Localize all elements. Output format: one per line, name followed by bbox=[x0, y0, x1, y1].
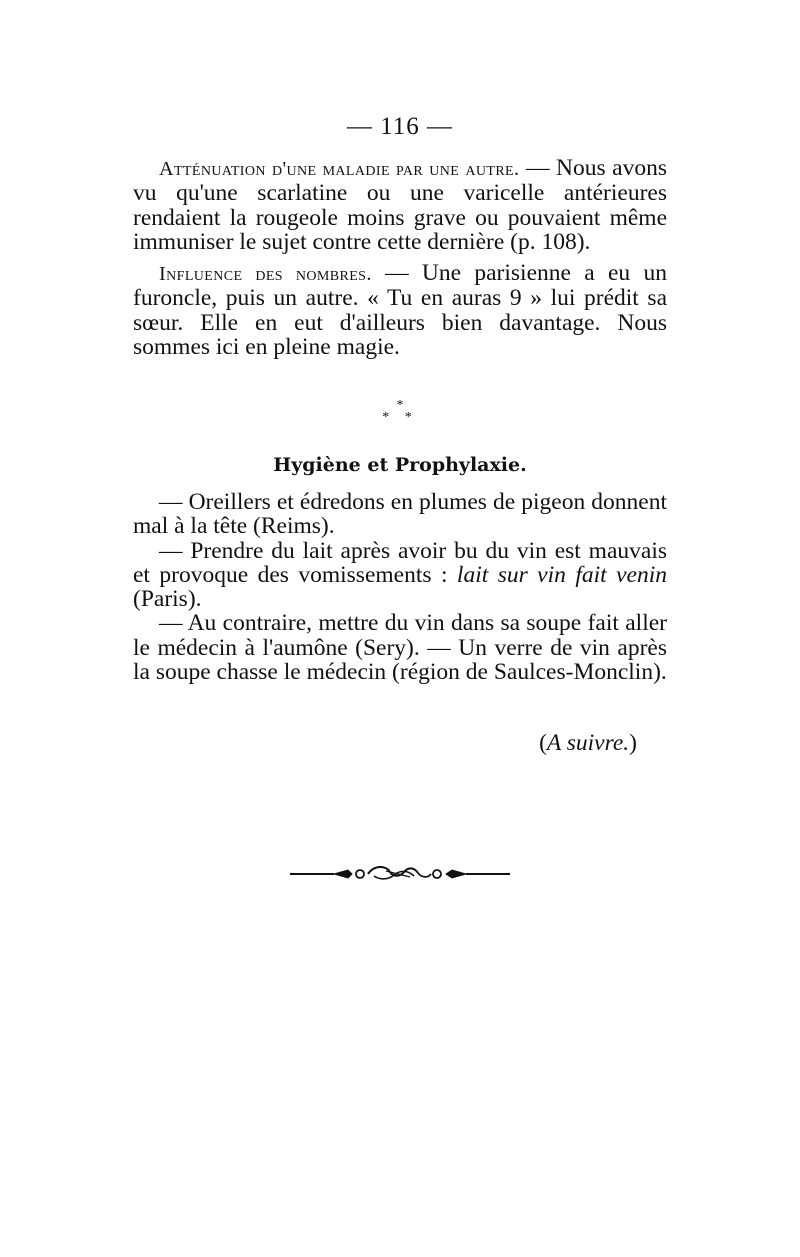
attenuation-dash: — bbox=[519, 155, 557, 181]
nombres-body: Une parisienne a eu un furoncle, puis un autre. « Tu en auras 9 » lui prédit sa sœur. Elle en eut d'ailleurs bien davantage. Nous sommes ici en pleine magie. bbox=[133, 260, 667, 361]
paragraph-attenuation bbox=[133, 156, 667, 254]
attenuation-body: Nous avons vu qu'une scarlatine ou une varicelle antérieures rendaient la rougeole moins grave ou pouvaient même immuniser le sujet contre cette dernière (p. 108). bbox=[133, 155, 667, 255]
asterism bbox=[0, 400, 800, 424]
attenuation-heading: Atténuation d'une maladie par une autre. bbox=[159, 158, 520, 180]
continues-close-paren: ) bbox=[629, 730, 637, 756]
page-number: — 116 — bbox=[346, 113, 454, 140]
asterism-top: * bbox=[396, 398, 404, 413]
continues-note bbox=[539, 730, 637, 756]
item-oreillers: — Oreillers et édredons en plumes de pigeon donnent mal à la tête (Reims). bbox=[133, 489, 667, 540]
fleuron-icon bbox=[290, 862, 510, 884]
asterism-bottom: * * bbox=[382, 410, 418, 425]
nombres-heading: Influence des nombres. bbox=[159, 263, 372, 286]
section-heading: Hygiène et Prophylaxie. bbox=[273, 454, 527, 476]
text-block-hygiene bbox=[133, 490, 667, 684]
item-soupe: — Au contraire, mettre du vin dans sa soupe fait aller le médecin à l'aumône (Sery). — Un verre de vin après la soupe chasse le médecin (région de Saulces-Monclin). bbox=[133, 610, 667, 686]
item-lait bbox=[133, 539, 667, 612]
nombres-dash: — bbox=[371, 260, 422, 287]
lait-proverb: lait sur vin fait venin bbox=[456, 561, 667, 588]
lait-text-before: — Prendre du lait après avoir bu du vin est mauvais et provoque des vomissements : bbox=[133, 537, 667, 588]
text-block-top bbox=[133, 156, 667, 359]
continues-open-paren: ( bbox=[539, 730, 547, 756]
lait-text-after: (Paris). bbox=[133, 586, 202, 613]
paragraph-nombres bbox=[133, 261, 667, 359]
continues-text: A suivre. bbox=[546, 730, 630, 756]
